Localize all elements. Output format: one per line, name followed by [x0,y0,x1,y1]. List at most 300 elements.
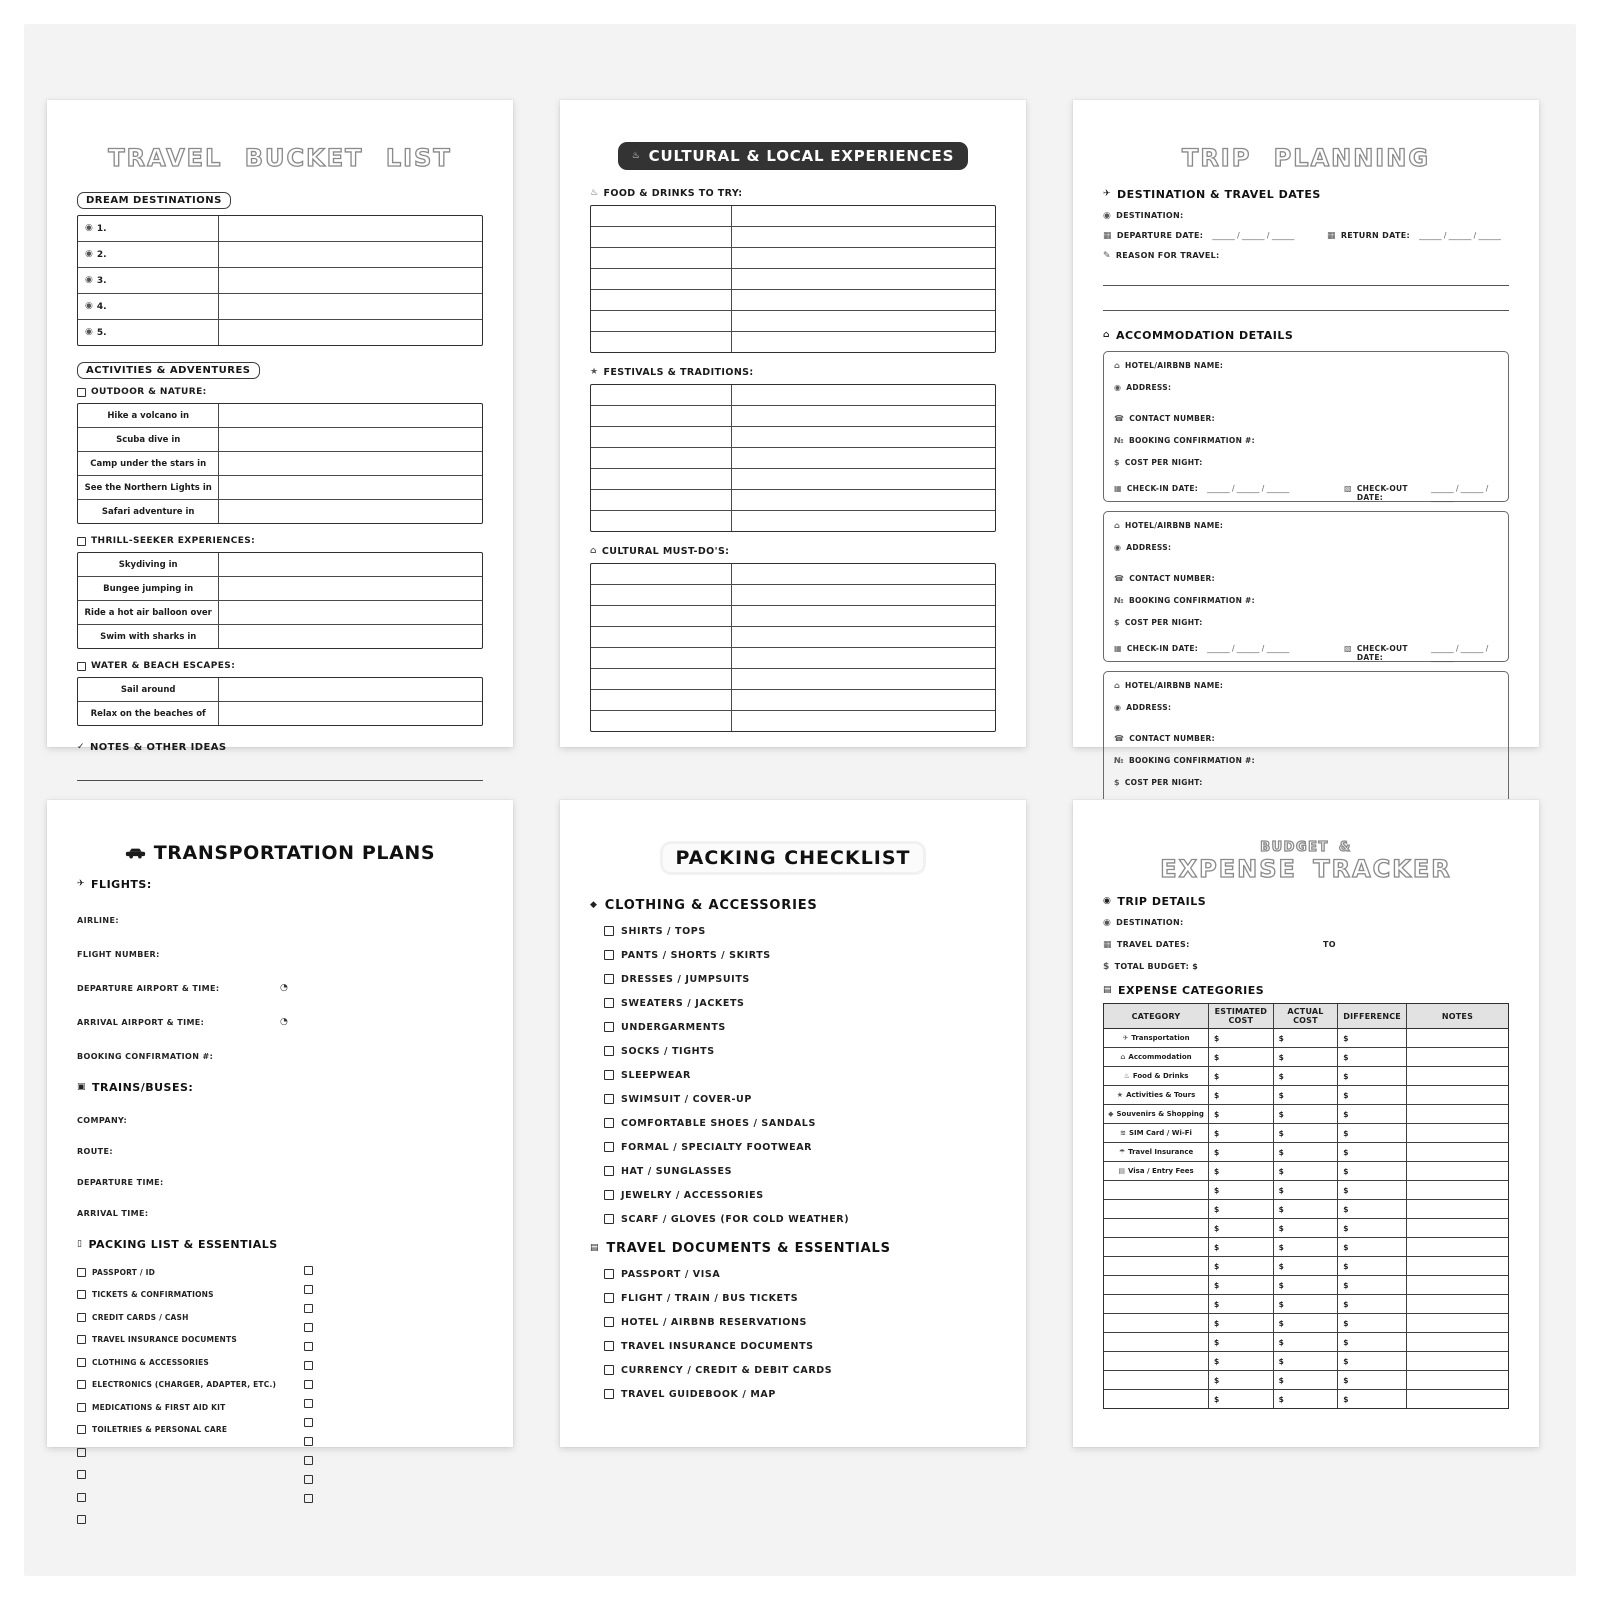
blank-cell [591,406,732,426]
pin-icon: ◉ [85,223,93,233]
estimated-cost-cell: $ [1209,1257,1274,1275]
packing-item-label: TOILETRIES & PERSONAL CARE [92,1425,228,1435]
blank-cell [732,564,995,584]
actual-cost-cell: $ [1274,1333,1339,1351]
food-icon: ♨ [631,150,641,161]
category-label: Food & Drinks [1132,1072,1189,1080]
table-row [591,385,995,405]
packing-item [77,1329,304,1352]
form-field: ROUTE: [77,1147,113,1156]
checklist-item [604,967,996,991]
expense-row [1104,1256,1508,1275]
category-icon: ◆ [1108,1109,1114,1118]
table-row [78,499,482,523]
form-field: COMPANY: [77,1116,128,1125]
checkbox-icon [304,1456,313,1465]
pin-icon: ◉ [85,327,93,337]
checklist-item [604,1039,996,1063]
clock-icon: ◔ [280,1017,289,1027]
row-number: 1. [96,223,107,234]
packing-item [304,1413,483,1432]
checkbox-icon [77,1290,86,1299]
difference-cell: $ [1338,1314,1407,1332]
checklist-item-label: SHIRTS / TOPS [621,925,706,937]
category-label: Transportation [1131,1034,1190,1042]
checkin-checkout-field: ▦ CHECK-IN DATE: ______ / ______ / ______ ▧ CHECK-OUT DATE: ______ / ______ / ______ [1114,644,1498,653]
checkbox-icon [77,1425,86,1434]
ruled-line [1103,310,1509,311]
blank-cell [219,320,482,345]
table-row [78,427,482,451]
pin-icon: ◉ [85,301,93,311]
pin-icon: ◉ [1114,543,1122,552]
checklist-item [604,1111,996,1135]
section-trip-details: ◉ TRIP DETAILS [1103,895,1207,908]
expense-table [1103,1003,1509,1409]
checkbox-icon [304,1361,313,1370]
table-row [591,468,995,489]
documents-icon: ▤ [590,1243,600,1253]
table-row [591,426,995,447]
address-field: ◉ ADDRESS: [1114,543,1172,552]
table-row [591,626,995,647]
checklist-item [604,991,996,1015]
blank-cell [732,332,995,352]
notes-cell [1407,1105,1508,1123]
packing-item [304,1394,483,1413]
blank-cell [219,702,482,725]
form-field: AIRLINE: [77,916,119,925]
actual-cost-cell: $ [1274,1390,1339,1408]
checklist-item [604,1334,996,1358]
blank-cell [732,311,995,331]
checkbox-icon [77,1493,86,1502]
group-label-water: WATER & BEACH ESCAPES: [77,661,483,671]
blank-cell [732,385,995,405]
blank-cell [732,406,995,426]
section-label-food-drinks: ♨ FOOD & DRINKS TO TRY: [590,188,743,199]
activity-label: Bungee jumping in [78,577,219,600]
blank-cell [591,269,732,289]
table-row [591,564,995,584]
date-blank: ______ / ______ / ______ [1212,231,1295,240]
packing-item-label: TICKETS & CONFIRMATIONS [92,1290,214,1300]
checkout-field: ▧ CHECK-OUT DATE: ______ / ______ / ______ [1344,484,1498,502]
booking-field: № BOOKING CONFIRMATION #: [1114,596,1255,605]
activity-label: Skydiving in [78,553,219,576]
blank-cell [219,625,482,648]
estimated-cost-cell: $ [1209,1105,1274,1123]
hotel-name-field: ⌂ HOTEL/AIRBNB NAME: [1114,681,1224,690]
checkbox-icon [77,662,86,671]
expense-row [1104,1218,1508,1237]
category-label: SIM Card / Wi-Fi [1128,1129,1192,1137]
checkbox-icon [604,1046,614,1056]
checkbox-icon [77,1358,86,1367]
table-row [78,624,482,648]
packing-item [77,1284,304,1307]
page-title: TRANSPORTATION PLANS [77,842,483,864]
packing-item [77,1419,304,1442]
packing-item [304,1318,483,1337]
return-date-field: ▦ RETURN DATE: ______ / ______ / ______ [1327,231,1502,241]
activity-label: Relax on the beaches of [78,702,219,725]
table-row [78,404,482,427]
expense-row [1104,1104,1508,1123]
blank-cell [219,294,482,319]
clothing-items [590,919,996,1231]
reason-field: ✎ REASON FOR TRAVEL: [1103,251,1220,261]
notes-cell [1407,1295,1508,1313]
phone-icon: ☎ [1114,574,1125,583]
blank-cell [591,227,732,247]
difference-cell: $ [1338,1257,1407,1275]
table-row [78,600,482,624]
difference-cell: $ [1338,1352,1407,1370]
form-field: DEPARTURE AIRPORT & TIME: ◔ [77,983,289,993]
checkbox-icon [304,1323,313,1332]
activity-label: See the Northern Lights in [78,476,219,499]
table-row [591,268,995,289]
row-number: 2. [96,249,107,260]
packing-item-label: PASSPORT / ID [92,1267,156,1277]
packing-item-label: ELECTRONICS (CHARGER, ADAPTER, ETC.) [92,1380,277,1390]
festival-icon: ★ [590,367,599,377]
table-row [591,289,995,310]
cost-field: $ COST PER NIGHT: [1114,618,1203,627]
water-beach-table [77,677,483,726]
estimated-cost-cell: $ [1209,1295,1274,1313]
accommodation-blocks [1103,351,1509,822]
notes-cell [1407,1390,1508,1408]
calendar-icon: ▦ [1114,644,1122,653]
packing-item [304,1375,483,1394]
category-label: Souvenirs & Shopping [1116,1110,1204,1118]
packing-item [304,1489,483,1508]
difference-cell: $ [1338,1371,1407,1389]
packing-item [77,1261,304,1284]
ticket-icon: № [1114,596,1124,605]
blank-cell [591,206,732,226]
blank-cell [732,427,995,447]
blank-cell [219,577,482,600]
activity-label: Hike a volcano in [78,404,219,427]
table-row [78,216,482,241]
cost-field: $ COST PER NIGHT: [1114,458,1203,467]
actual-cost-cell: $ [1274,1219,1339,1237]
blank-cell [732,206,995,226]
checkin-checkout-field: ▦ CHECK-IN DATE: ______ / ______ / ______ ▧ CHECK-OUT DATE: ______ / ______ / ______ [1114,484,1498,493]
table-row [78,267,482,293]
difference-cell: $ [1338,1048,1407,1066]
estimated-cost-cell: $ [1209,1219,1274,1237]
plane-icon: ✈ [77,879,86,889]
blank-cell [732,248,995,268]
table-row [78,678,482,701]
difference-cell: $ [1338,1276,1407,1294]
difference-cell: $ [1338,1181,1407,1199]
clock-icon: ◔ [280,983,289,993]
pin-icon: ◉ [85,275,93,285]
checklist-item-label: TRAVEL GUIDEBOOK / MAP [621,1388,776,1400]
notes-cell [1407,1086,1508,1104]
packing-item [77,1351,304,1374]
category-icon: ☂ [1118,1147,1126,1156]
estimated-cost-cell: $ [1209,1143,1274,1161]
activity-label: Swim with sharks in [78,625,219,648]
blank-cell [591,690,732,710]
blank-cell [732,269,995,289]
festivals-table [590,384,996,532]
actual-cost-cell: $ [1274,1371,1339,1389]
table-row [78,451,482,475]
category-icon: ♨ [1123,1071,1130,1080]
expense-row [1104,1332,1508,1351]
blank-cell [732,290,995,310]
checklist-item [604,1087,996,1111]
form-field: ARRIVAL TIME: [77,1209,149,1218]
blank-cell [591,290,732,310]
expense-row [1104,1313,1508,1332]
blank-cell [591,469,732,489]
notes-cell [1407,1371,1508,1389]
checkbox-icon [77,1313,86,1322]
row-number: 5. [96,327,107,338]
blank-cell [219,476,482,499]
page-budget-expense-tracker [1073,800,1539,1447]
checklist-item [604,1015,996,1039]
checkbox-icon [77,1470,86,1479]
hotel-icon: ⌂ [1114,361,1121,370]
blank-cell [732,711,995,731]
expense-row [1104,1180,1508,1199]
table-row [591,247,995,268]
checklist-item [604,919,996,943]
form-field: ARRIVAL AIRPORT & TIME: ◔ [77,1017,289,1027]
form-field: FLIGHT NUMBER: [77,950,160,959]
page-title-line2: EXPENSE TRACKER [1160,855,1452,883]
contact-field: ☎ CONTACT NUMBER: [1114,414,1215,423]
checkbox-icon [604,1214,614,1224]
calendar-icon: ▦ [1103,940,1112,950]
documents-items [590,1262,996,1406]
checkbox-icon [304,1437,313,1446]
packing-right-column [304,1261,483,1531]
column-header: CATEGORY [1104,1004,1209,1028]
date-blank: ______ / ______ / ______ [1431,644,1489,662]
category-icon: ✈ [1122,1033,1129,1042]
date-blank: ______ / ______ / ______ [1418,231,1502,240]
checkbox-icon [304,1304,313,1313]
category-icon: ≋ [1120,1128,1126,1137]
blank-cell [219,216,482,241]
page-cultural-experiences [560,100,1026,747]
cultural-must-dos-table [590,563,996,732]
hotel-name-field: ⌂ HOTEL/AIRBNB NAME: [1114,361,1224,370]
calendar-icon: ▦ [1327,231,1336,241]
pin-icon: ◉ [1103,896,1112,906]
section-label-festivals: ★ FESTIVALS & TRADITIONS: [590,367,754,378]
blank-cell [732,606,995,626]
row-number: 3. [96,275,107,286]
form-field: BOOKING CONFIRMATION #: [77,1052,214,1061]
blank-cell [591,585,732,605]
blank-cell [219,678,482,701]
notes-cell [1407,1314,1508,1332]
section-label-activities: ACTIVITIES & ADVENTURES [77,362,260,379]
packing-item [304,1356,483,1375]
checklist-item-label: DRESSES / JUMPSUITS [621,973,750,985]
car-icon [125,847,146,859]
column-header: DIFFERENCE [1338,1004,1407,1028]
table-row [78,319,482,345]
contact-field: ☎ CONTACT NUMBER: [1114,574,1215,583]
notes-cell [1407,1048,1508,1066]
blank-cell [219,428,482,451]
difference-cell: $ [1338,1333,1407,1351]
table-row [78,701,482,725]
luggage-icon: ▧ [1344,644,1352,653]
booking-field: № BOOKING CONFIRMATION #: [1114,756,1255,765]
difference-cell: $ [1338,1390,1407,1408]
notes-cell [1407,1143,1508,1161]
trains-fields [77,1116,483,1218]
expense-row [1104,1351,1508,1370]
checkbox-icon [604,1118,614,1128]
category-icon: ⌂ [1120,1052,1126,1061]
actual-cost-cell: $ [1274,1238,1339,1256]
actual-cost-cell: $ [1274,1314,1339,1332]
expense-row [1104,1047,1508,1066]
table-row [78,241,482,267]
checkbox-icon [604,998,614,1008]
blank-cell [591,606,732,626]
notes-cell [1407,1276,1508,1294]
page-title: TRIP PLANNING [1181,144,1431,172]
blank-cell [219,601,482,624]
dollar-icon: $ [1114,618,1120,627]
category-label: Accommodation [1128,1053,1192,1061]
checklist-item-label: FORMAL / SPECIALTY FOOTWEAR [621,1141,813,1153]
packing-item-label: CREDIT CARDS / CASH [92,1312,189,1322]
page-title-line1: BUDGET & [1260,840,1352,855]
checkbox-icon [304,1380,313,1389]
cost-field: $ COST PER NIGHT: [1114,778,1203,787]
notes-cell [1407,1067,1508,1085]
checklist-item-label: SWIMSUIT / COVER-UP [621,1093,752,1105]
estimated-cost-cell: $ [1209,1371,1274,1389]
difference-cell: $ [1338,1238,1407,1256]
food-drinks-table [590,205,996,353]
blank-cell [732,627,995,647]
activity-label: Scuba dive in [78,428,219,451]
column-header: ESTIMATED COST [1209,1004,1274,1028]
accommodation-block [1103,511,1509,662]
checklist-item [604,1382,996,1406]
notes-cell [1407,1219,1508,1237]
pin-icon: ◉ [85,249,93,259]
blank-cell [219,452,482,475]
blank-cell [732,690,995,710]
checklist-item [604,1183,996,1207]
checkbox-icon [604,1269,614,1279]
blank-cell [732,669,995,689]
packing-item-label: CLOTHING & ACCESSORIES [92,1357,210,1367]
notes-cell [1407,1162,1508,1180]
expense-row [1104,1237,1508,1256]
checklist-item [604,1262,996,1286]
destination-field: ◉ DESTINATION: [1103,211,1184,221]
estimated-cost-cell: $ [1209,1048,1274,1066]
checkbox-icon [77,1335,86,1344]
luggage-icon: ▧ [1344,484,1352,493]
packing-item [304,1432,483,1451]
blank-cell [591,332,732,352]
table-row [591,689,995,710]
dates-field: ▦ DEPARTURE DATE: ______ / ______ / ______ ▦ RETURN DATE: ______ / ______ / ______ [1103,231,1502,241]
checklist-item [604,1063,996,1087]
difference-cell: $ [1338,1029,1407,1047]
checkbox-icon [604,1142,614,1152]
packing-item [77,1464,304,1487]
page-title: PACKING CHECKLIST [663,844,922,872]
checkbox-icon [604,1293,614,1303]
estimated-cost-cell: $ [1209,1276,1274,1294]
difference-cell: $ [1338,1162,1407,1180]
table-row [591,405,995,426]
accommodation-block [1103,351,1509,502]
packing-item [304,1280,483,1299]
checklist-item-label: SCARF / GLOVES (FOR COLD WEATHER) [621,1213,850,1225]
checkbox-icon [77,388,86,397]
checklist-item-label: SOCKS / TIGHTS [621,1045,715,1057]
section-travel-documents: ▤ TRAVEL DOCUMENTS & ESSENTIALS [590,1241,891,1256]
checkbox-icon [304,1399,313,1408]
category-icon: ★ [1116,1090,1124,1099]
table-row [591,647,995,668]
estimated-cost-cell: $ [1209,1238,1274,1256]
dollar-icon: $ [1114,778,1120,787]
checkbox-icon [604,1070,614,1080]
table-row [591,206,995,226]
money-icon: ▤ [1103,985,1113,995]
section-trains-buses: ▣ TRAINS/BUSES: [77,1081,194,1094]
date-blank: ______ / ______ / ______ [1431,484,1489,502]
estimated-cost-cell: $ [1209,1086,1274,1104]
packing-columns [77,1261,483,1531]
checkbox-icon [304,1266,313,1275]
form-field: DEPARTURE TIME: [77,1178,164,1187]
checkbox-icon [604,1341,614,1351]
blank-cell [219,500,482,523]
ruled-line [1103,285,1509,286]
blank-cell [591,490,732,510]
actual-cost-cell: $ [1274,1067,1339,1085]
section-accommodation-details: ⌂ ACCOMMODATION DETAILS [1103,329,1294,342]
packing-item [77,1486,304,1509]
table-row [591,668,995,689]
checkbox-icon [604,1317,614,1327]
estimated-cost-cell: $ [1209,1162,1274,1180]
blank-cell [219,268,482,293]
checklist-item-label: PASSPORT / VISA [621,1268,721,1280]
expense-row [1104,1199,1508,1218]
packing-item [77,1374,304,1397]
group-label-outdoor: OUTDOOR & NATURE: [77,387,483,397]
estimated-cost-cell: $ [1209,1390,1274,1408]
checklist-item [604,943,996,967]
blank-cell [732,585,995,605]
